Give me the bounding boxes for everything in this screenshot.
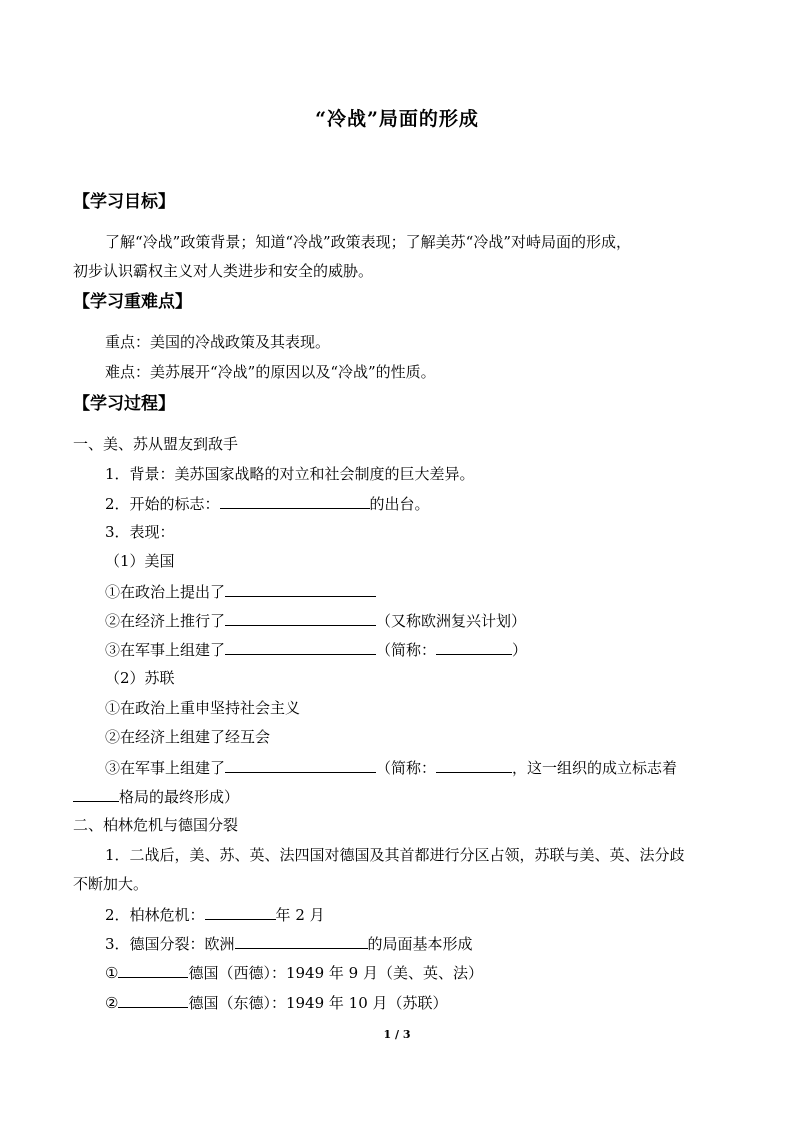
objectives-heading: 【学习目标】 bbox=[73, 192, 175, 212]
east-germany-text: 德国（东德）：1949 年 10 月（苏联） bbox=[188, 994, 448, 1012]
east-germany-blank[interactable] bbox=[118, 993, 188, 1008]
part1-item2-suffix: 的出台。 bbox=[369, 495, 430, 513]
west-germany-blank[interactable] bbox=[118, 963, 188, 978]
ussr-military-end: 格局的最终形成） bbox=[119, 788, 240, 806]
part1-item3: 3．表现： bbox=[105, 523, 175, 541]
ussr-economic: ②在经济上组建了经互会 bbox=[105, 728, 271, 746]
objectives-text-line2: 初步认识霸权主义对人类进步和安全的威胁。 bbox=[73, 262, 374, 280]
usa-economic bbox=[105, 611, 526, 630]
part2-item1-line1: 1．二战后，美、苏、英、法四国对德国及其首都进行分区占领，苏联与美、英、法分歧 bbox=[105, 846, 685, 864]
part1-item2 bbox=[105, 494, 430, 513]
east-germany-num: ② bbox=[105, 994, 119, 1012]
usa-political bbox=[105, 582, 376, 601]
page-title: “冷战”局面的形成 bbox=[315, 108, 479, 130]
ussr-military-note: ，这一组织的成立标志着 bbox=[512, 759, 678, 777]
east-germany bbox=[105, 993, 448, 1012]
west-germany-text: 德国（西德）：1949 年 9 月（美、英、法） bbox=[188, 964, 483, 982]
usa-military-abbr: （简称： bbox=[376, 641, 437, 659]
process-heading: 【学习过程】 bbox=[73, 394, 175, 414]
europe-situation-blank[interactable] bbox=[235, 934, 368, 949]
usa-military-abbr-blank[interactable] bbox=[436, 640, 512, 655]
ussr-military-blank[interactable] bbox=[225, 758, 376, 773]
germany-split-suffix: 的局面基本形成 bbox=[367, 935, 473, 953]
usa-military-text: ③在军事上组建了 bbox=[105, 641, 226, 659]
part2-item3 bbox=[105, 934, 473, 953]
ussr-military-abbr-blank[interactable] bbox=[436, 758, 512, 773]
berlin-crisis-label: 2．柏林危机： bbox=[105, 906, 205, 924]
ussr-military-abbr: （简称： bbox=[376, 759, 437, 777]
usa-political-text: ①在政治上提出了 bbox=[105, 583, 226, 601]
ussr-military bbox=[105, 758, 677, 777]
part1-item1: 1．背景：美苏国家战略的对立和社会制度的巨大差异。 bbox=[105, 465, 475, 483]
keypoints-difficulty: 难点：美苏展开“冷战”的原因以及“冷战”的性质。 bbox=[105, 363, 436, 381]
ussr-label: （2）苏联 bbox=[105, 669, 175, 687]
usa-military bbox=[105, 640, 527, 659]
part1-item2-prefix: 2．开始的标志： bbox=[105, 495, 220, 513]
usa-military-close: ） bbox=[512, 641, 528, 659]
usa-military-blank[interactable] bbox=[225, 640, 376, 655]
objectives-text-line1: 了解“冷战”政策背景；知道“冷战”政策表现；了解美苏“冷战”对峙局面的形成， bbox=[105, 233, 632, 251]
berlin-crisis-year-blank[interactable] bbox=[205, 905, 276, 920]
keypoints-heading: 【学习重难点】 bbox=[73, 292, 192, 312]
west-germany-num: ① bbox=[105, 964, 119, 982]
usa-label: （1）美国 bbox=[105, 552, 175, 570]
part2-item1-line2: 不断加大。 bbox=[73, 875, 149, 893]
berlin-crisis-month: 年 2 月 bbox=[275, 906, 325, 924]
ussr-military-cont bbox=[73, 787, 239, 806]
usa-economic-blank[interactable] bbox=[225, 611, 376, 626]
page-number: 1 / 3 bbox=[383, 1028, 411, 1041]
ussr-military-text: ③在军事上组建了 bbox=[105, 759, 226, 777]
pattern-blank[interactable] bbox=[73, 787, 119, 802]
part2-heading: 二、柏林危机与德国分裂 bbox=[73, 816, 239, 834]
start-symbol-blank[interactable] bbox=[220, 494, 370, 509]
part1-heading: 一、美、苏从盟友到敌手 bbox=[73, 435, 239, 453]
usa-economic-note: （又称欧洲复兴计划） bbox=[376, 612, 527, 630]
part2-item2 bbox=[105, 905, 325, 924]
west-germany bbox=[105, 963, 483, 982]
germany-split-label: 3．德国分裂：欧洲 bbox=[105, 935, 235, 953]
usa-economic-text: ②在经济上推行了 bbox=[105, 612, 226, 630]
keypoints-focus: 重点：美国的冷战政策及其表现。 bbox=[105, 333, 331, 351]
ussr-political: ①在政治上重申坚持社会主义 bbox=[105, 699, 301, 717]
usa-political-blank[interactable] bbox=[225, 582, 376, 597]
